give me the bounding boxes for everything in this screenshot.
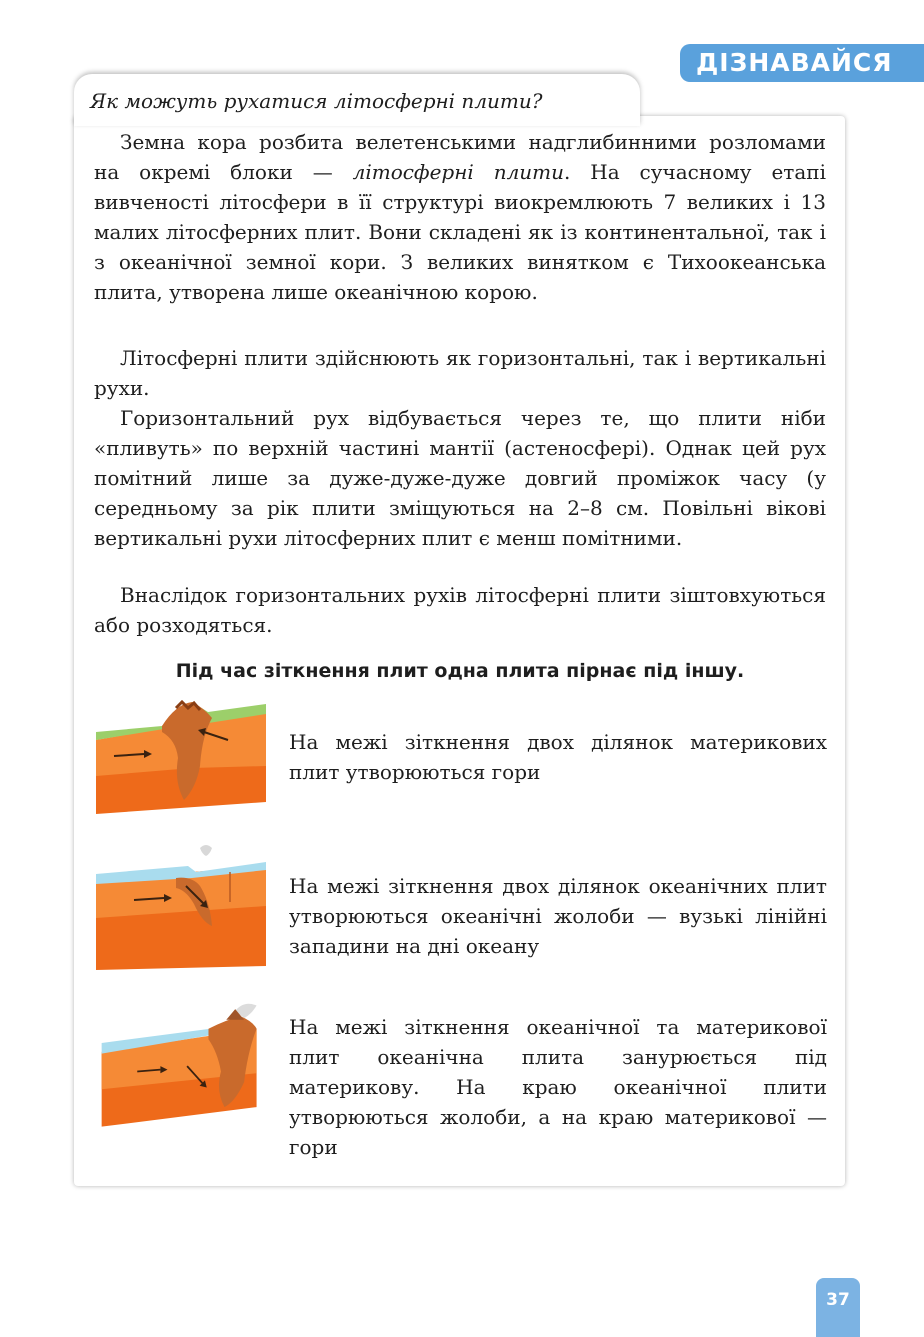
paragraph1-after: . На сучасному етапі вивченості літосфери в її структурі виокремлюють 7 великих і 13 малих літосферних плит. Вони складені як із континентальної, так і з океанічної земної кори. З великих винятком є Тихоокеанська плита, утворена лише океанічною корою.	[94, 160, 826, 304]
continental-collision-illustration	[92, 696, 268, 826]
paragraph-movement-types: Літосферні плити здійснюють як горизонтальні, так і вертикальні рухи.	[94, 346, 826, 400]
term-lithospheric-plates: літосферні плити	[352, 160, 565, 184]
page-number: 37	[816, 1278, 860, 1337]
caption-oceanic-continental-collision: На межі зіткнення океанічної та материкової плит океанічна плита занурюється під материкову. На краю океанічної плити утворюються жолоби, а на краю материкової — гори	[289, 1015, 827, 1159]
paragraph1-before: Земна кора розбита велетенськими надглибинними розломами на окремі блоки —	[94, 130, 826, 184]
oceanic-collision-illustration	[92, 842, 268, 972]
paragraph-collision: Внаслідок горизонтальних рухів літосферні плити зіштовхуються або розходяться.	[94, 583, 826, 637]
paragraph-horizontal-movement: Горизонтальний рух відбувається через те, що плити ніби «пливуть» по верхній частині мантії (астеносфері). Однак цей рух помітний лише за дуже-дуже-дуже довгий проміжок часу (у середньому за рік плити зміщуються на 2–8 см. Повільні вікові вертикальні рухи літосферних плит є менш помітними.	[94, 406, 826, 550]
collision-heading: Під час зіткнення плит одна плита пірнає під іншу.	[175, 660, 745, 682]
caption-continental-collision: На межі зіткнення двох ділянок материкових плит утворюються гори	[289, 730, 827, 784]
question-heading: Як можуть рухатися літосферні плити?	[90, 89, 543, 113]
caption-oceanic-collision: На межі зіткнення двох ділянок океанічних плит утворюються океанічні жолоби — вузькі лінійні западини на дні океану	[289, 874, 827, 958]
section-badge: ДІЗНАВАЙСЯ	[680, 44, 924, 82]
oceanic-continental-collision-illustration	[92, 1002, 268, 1132]
paragraph-plates-intro	[94, 127, 826, 307]
